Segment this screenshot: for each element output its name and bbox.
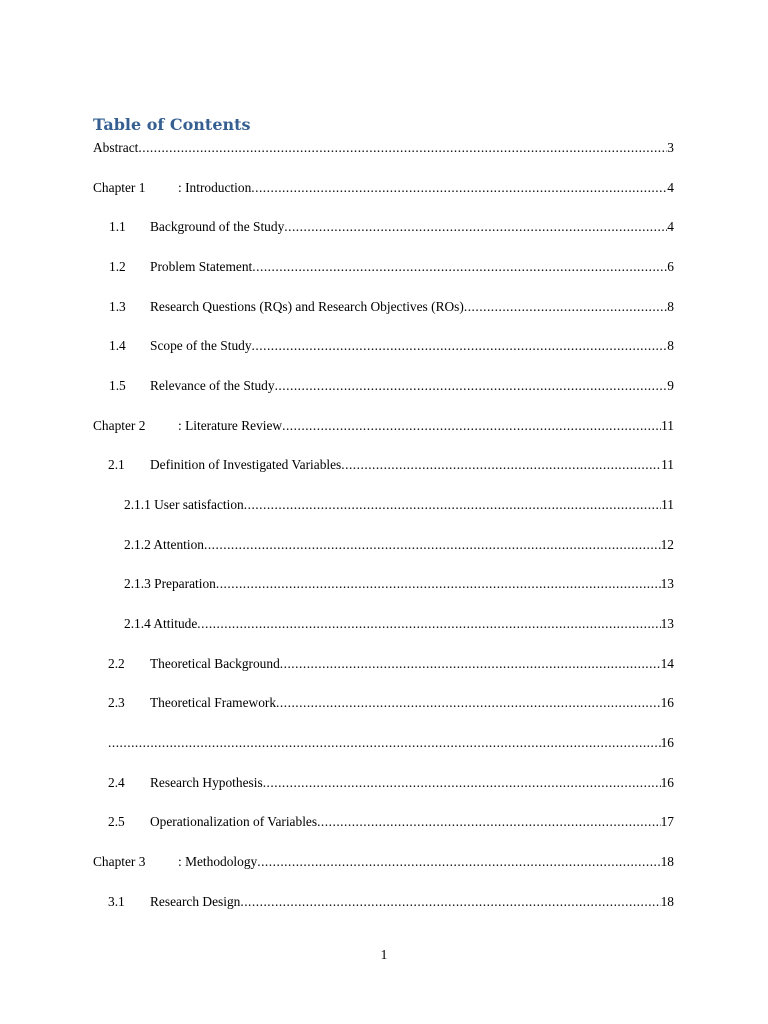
toc-entry-text: Theoretical Background	[150, 656, 280, 671]
toc-heading: Table of Contents	[93, 115, 251, 134]
toc-entry-number: Chapter 2	[93, 418, 146, 433]
toc-entry-text: 2.1.1 User satisfaction	[124, 497, 244, 512]
toc-leader	[138, 140, 667, 156]
toc-entry-chapter-1[interactable]	[93, 180, 674, 196]
toc-entry-2-4[interactable]	[108, 775, 674, 791]
toc-leader	[251, 180, 667, 196]
toc-entry-page: 17	[660, 814, 674, 829]
toc-entry-chapter-2[interactable]	[93, 418, 674, 434]
toc-leader	[282, 418, 661, 434]
toc-leader	[263, 775, 661, 791]
toc-entry-1-3[interactable]	[109, 299, 674, 315]
toc-entry-page: 8	[667, 299, 674, 314]
toc-leader	[317, 814, 661, 830]
toc-leader	[216, 576, 661, 592]
toc-entry-text: Operationalization of Variables	[150, 814, 318, 829]
toc-entry-text: 2.1.4 Attitude	[124, 616, 198, 631]
toc-entry-text: Research Design	[150, 894, 241, 909]
toc-entry-page: 14	[660, 656, 674, 671]
toc-entry-1-2[interactable]	[109, 259, 674, 275]
toc-leader	[275, 378, 668, 394]
toc-entry-page: 11	[661, 418, 674, 433]
toc-entry-text: 2.1.2 Attention	[124, 537, 204, 552]
toc-entry-2-5[interactable]	[108, 814, 674, 830]
toc-leader	[341, 457, 661, 473]
toc-entry-text: : Introduction	[178, 180, 252, 195]
page-number: 1	[380, 947, 388, 962]
toc-entry-number: Chapter 3	[93, 854, 146, 869]
toc-entry-2-1[interactable]	[108, 457, 674, 473]
toc-leader	[252, 338, 668, 354]
toc-entry-number: 1.4	[109, 338, 126, 353]
toc-entry-page: 4	[667, 180, 674, 195]
toc-entry-text: Definition of Investigated Variables	[150, 457, 342, 472]
toc-entry-page: 8	[667, 338, 674, 353]
toc-entry-page: 6	[667, 259, 674, 274]
toc-entry-number: 2.5	[108, 814, 125, 829]
toc-entry-text: Scope of the Study	[150, 338, 252, 353]
toc-entry-number: 3.1	[108, 894, 125, 909]
toc-entry-abstract[interactable]	[93, 140, 674, 156]
toc-entry-number: 1.5	[109, 378, 126, 393]
toc-entry-chapter-3[interactable]	[93, 854, 674, 870]
toc-leader	[197, 616, 660, 632]
toc-entry-page: 12	[660, 537, 674, 552]
toc-entry-text: Research Hypothesis	[150, 775, 263, 790]
toc-entry-page: 13	[660, 576, 674, 591]
toc-leader	[244, 497, 661, 513]
toc-entry-text: Problem Statement	[150, 259, 253, 274]
toc-entry-page: 16	[660, 775, 674, 790]
toc-entry-page: 9	[667, 378, 674, 393]
toc-entry-2-1-4[interactable]	[124, 616, 674, 632]
toc-leader	[204, 537, 661, 553]
toc-entry-page: 18	[660, 894, 674, 909]
toc-entry-2-2[interactable]	[108, 656, 674, 672]
toc-leader	[276, 695, 661, 711]
toc-entry-3-1[interactable]	[108, 894, 674, 910]
toc-entry-2-1-3[interactable]	[124, 576, 674, 592]
toc-entry-1-4[interactable]	[109, 338, 674, 354]
toc-leader	[464, 299, 667, 315]
toc-entry-number: 2.3	[108, 695, 125, 710]
toc-leader	[252, 259, 667, 275]
toc-entry-number: 1.1	[109, 219, 126, 234]
toc-entry-text: Research Questions (RQs) and Research Objectives (ROs)	[150, 299, 464, 314]
toc-entry-page: 16	[660, 695, 674, 710]
toc-entry-text: 2.1.3 Preparation	[124, 576, 216, 591]
toc-entry-number: 1.2	[109, 259, 126, 274]
toc-entry-text: : Literature Review	[178, 418, 283, 433]
toc-entry-1-1[interactable]	[109, 219, 674, 235]
toc-leader	[108, 735, 661, 751]
toc-entry-text: Theoretical Framework	[150, 695, 277, 710]
toc-entry-page: 18	[660, 854, 674, 869]
toc-leader	[280, 656, 661, 672]
toc-entry-2-3[interactable]	[108, 695, 674, 711]
toc-entry-text: : Methodology	[178, 854, 258, 869]
toc-entry-number: 1.3	[109, 299, 126, 314]
toc-entry-page: 11	[661, 497, 674, 512]
toc-entry-page: 11	[661, 457, 674, 472]
toc-entry-number: 2.2	[108, 656, 125, 671]
toc-entry-2-1-1[interactable]	[124, 497, 674, 513]
toc-entry-text: Background of the Study	[150, 219, 285, 234]
toc-entry-text: Relevance of the Study	[150, 378, 275, 393]
toc-entry-page: 13	[660, 616, 674, 631]
toc-entry-number: Chapter 1	[93, 180, 146, 195]
toc-entry-page: 16	[660, 735, 674, 750]
toc-entry-untitled[interactable]	[108, 735, 674, 751]
toc-entry-page: 3	[667, 140, 674, 155]
toc-entry-text: Abstract	[93, 140, 139, 155]
toc-entry-page: 4	[667, 219, 674, 234]
toc-entry-number: 2.1	[108, 457, 125, 472]
toc-leader	[257, 854, 660, 870]
toc-leader	[284, 219, 667, 235]
toc-entry-1-5[interactable]	[109, 378, 674, 394]
toc-leader	[240, 894, 660, 910]
toc-entry-2-1-2[interactable]	[124, 537, 674, 553]
toc-entry-number: 2.4	[108, 775, 125, 790]
